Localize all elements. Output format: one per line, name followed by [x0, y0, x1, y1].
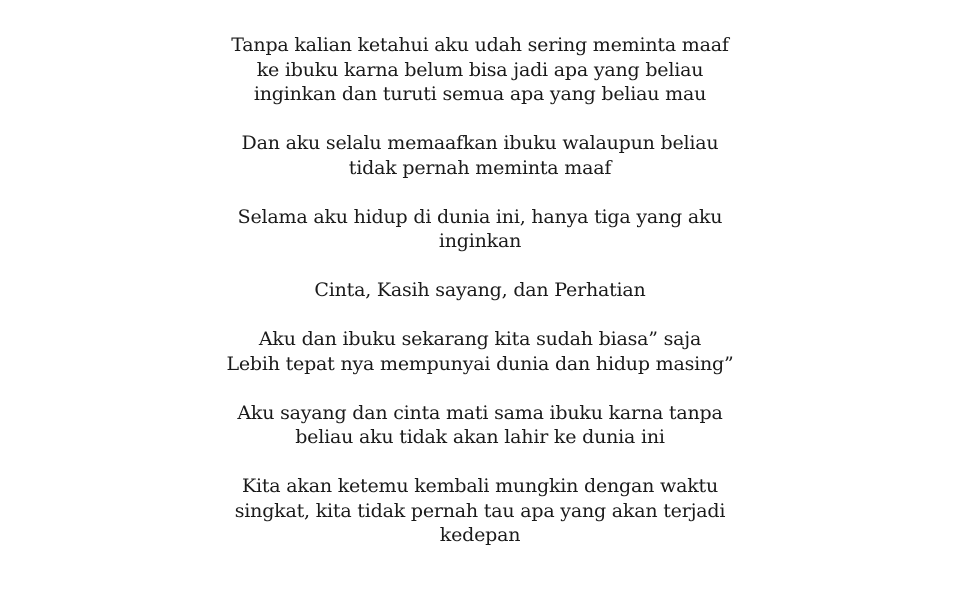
- poem-line: singkat, kita tidak pernah tau apa yang akan terjadi: [234, 499, 726, 522]
- poem-line: inginkan dan turuti semua apa yang beliau mau: [253, 83, 707, 105]
- poem-text: [180, 33, 780, 548]
- poem-line: Lebih tepat nya mempunyai dunia dan hidup masing”: [226, 352, 734, 375]
- poem-line: Selama aku hidup di dunia ini, hanya tiga yang aku: [237, 205, 723, 228]
- poem-line: tidak pernah meminta maaf: [348, 156, 612, 179]
- stanza-5: [180, 327, 780, 376]
- poem-line: inginkan: [438, 230, 522, 252]
- stanza-2: [180, 131, 780, 180]
- stanza-3: [180, 205, 780, 254]
- stanza-1: [180, 33, 780, 107]
- poem-line: kedepan: [439, 524, 521, 546]
- poem-line: Aku sayang dan cinta mati sama ibuku karna tanpa: [237, 401, 723, 424]
- poem-line: Dan aku selalu memaafkan ibuku walaupun beliau: [241, 132, 719, 154]
- poem-line: beliau aku tidak akan lahir ke dunia ini: [295, 426, 665, 448]
- poem-line: Aku dan ibuku sekarang kita sudah biasa” saja: [258, 328, 702, 350]
- poem-line: Kita akan ketemu kembali mungkin dengan waktu: [241, 475, 718, 497]
- poem-line: Tanpa kalian ketahui aku udah sering meminta maaf: [231, 34, 729, 56]
- stanza-6: [180, 401, 780, 450]
- stanza-4: [180, 278, 780, 303]
- poem-line: ke ibuku karna belum bisa jadi apa yang beliau: [256, 58, 704, 81]
- poem-line: Cinta, Kasih sayang, dan Perhatian: [314, 279, 646, 301]
- stanza-7: [180, 474, 780, 548]
